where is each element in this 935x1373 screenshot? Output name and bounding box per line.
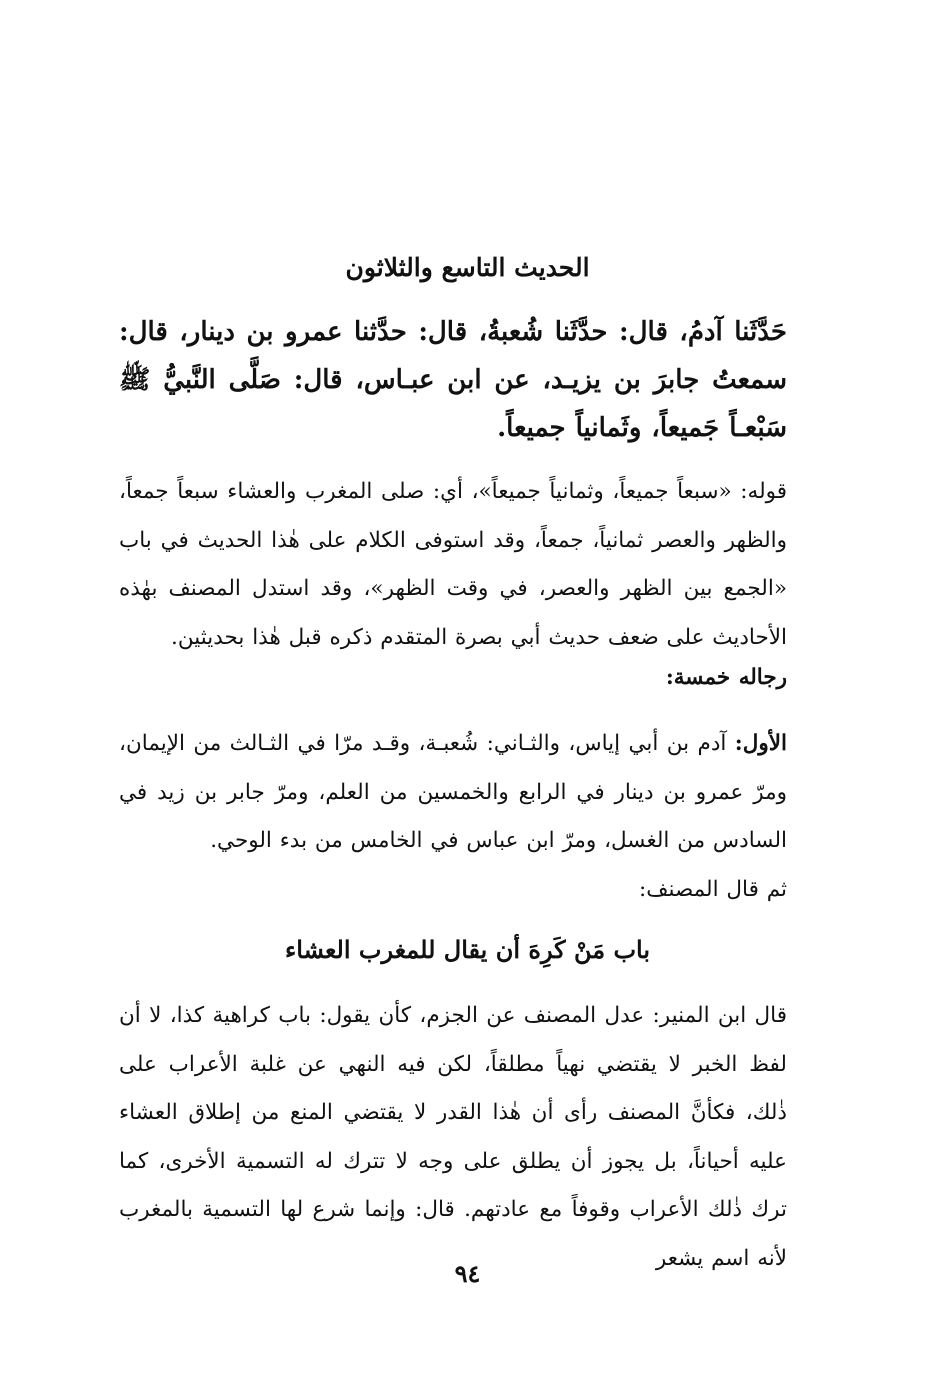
author-intro-line: ثم قال المصنف:: [639, 877, 787, 902]
hadith-text: حَدَّثَنا آدمُ، قال: حدَّثَنا شُعبةُ، قال: حدَّثنا عمرو بن دينار، قال: سمعتُ جابرَ بن يزيـد، عن ابن عبـاس، قال: صَلَّى النَّبيُّ ﷺ سَبْعـاً جَميعاً، وثَمانياً جميعاً.: [119, 317, 787, 443]
commentary-paragraph-1: قوله: «سبعاً جميعاً، وثمانياً جميعاً»، أي: صلى المغرب والعشاء سبعاً جمعاً، والظهر والعصر ثمانياً، جمعاً، وقد استوفى الكلام على هٰذا الحديث في باب «الجمع بين الظهر والعصر، في وقت الظهر»، وقد استدل المصنف بهٰذه الأحاديث على ضعف حديث أبي بصرة المتقدم ذكره قبل هٰذا بحديثين.: [119, 479, 787, 650]
page-number: ٩٤: [454, 1259, 481, 1288]
narrators-text: آدم بن أبي إياس، والثـاني: شُعبـة، وقـد مرّا في الثـالث من الإيمان، ومرّ عمرو بن دينار في الرابع والخمسين من العلم، ومرّ جابر بن زيد في السادس من الغسل، ومرّ ابن عباس في الخامس من بدء الوحي.: [119, 731, 787, 853]
hadith-heading: الحديث التاسع والثلاثون: [345, 253, 590, 282]
narrators-paragraph: [119, 720, 787, 866]
narrators-first-label: الأول:: [734, 731, 787, 756]
chapter-heading: باب مَنْ كَرِهَ أن يقال للمغرب العشاء: [284, 935, 651, 964]
narrators-heading: رجاله خمسة:: [665, 665, 787, 690]
commentary-paragraph-2: قال ابن المنير: عدل المصنف عن الجزم، كأن يقول: باب كراهية كذا، لا أن لفظ الخبر لا يقتضي نهياً مطلقاً، لكن فيه النهي عن غلبة الأعراب على ذٰلك، فكأنَّ المصنف رأى أن هٰذا القدر لا يقتضي المنع من إطلاق العشاء عليه أحياناً، بل يجوز أن يطلق على وجه لا تترك له التسمية الأخرى، كما ترك ذٰلك الأعراب وقوفاً مع عادتهم. قال: وإنما شرع لها التسمية بالمغرب لأنه اسم يشعر: [119, 1003, 787, 1271]
